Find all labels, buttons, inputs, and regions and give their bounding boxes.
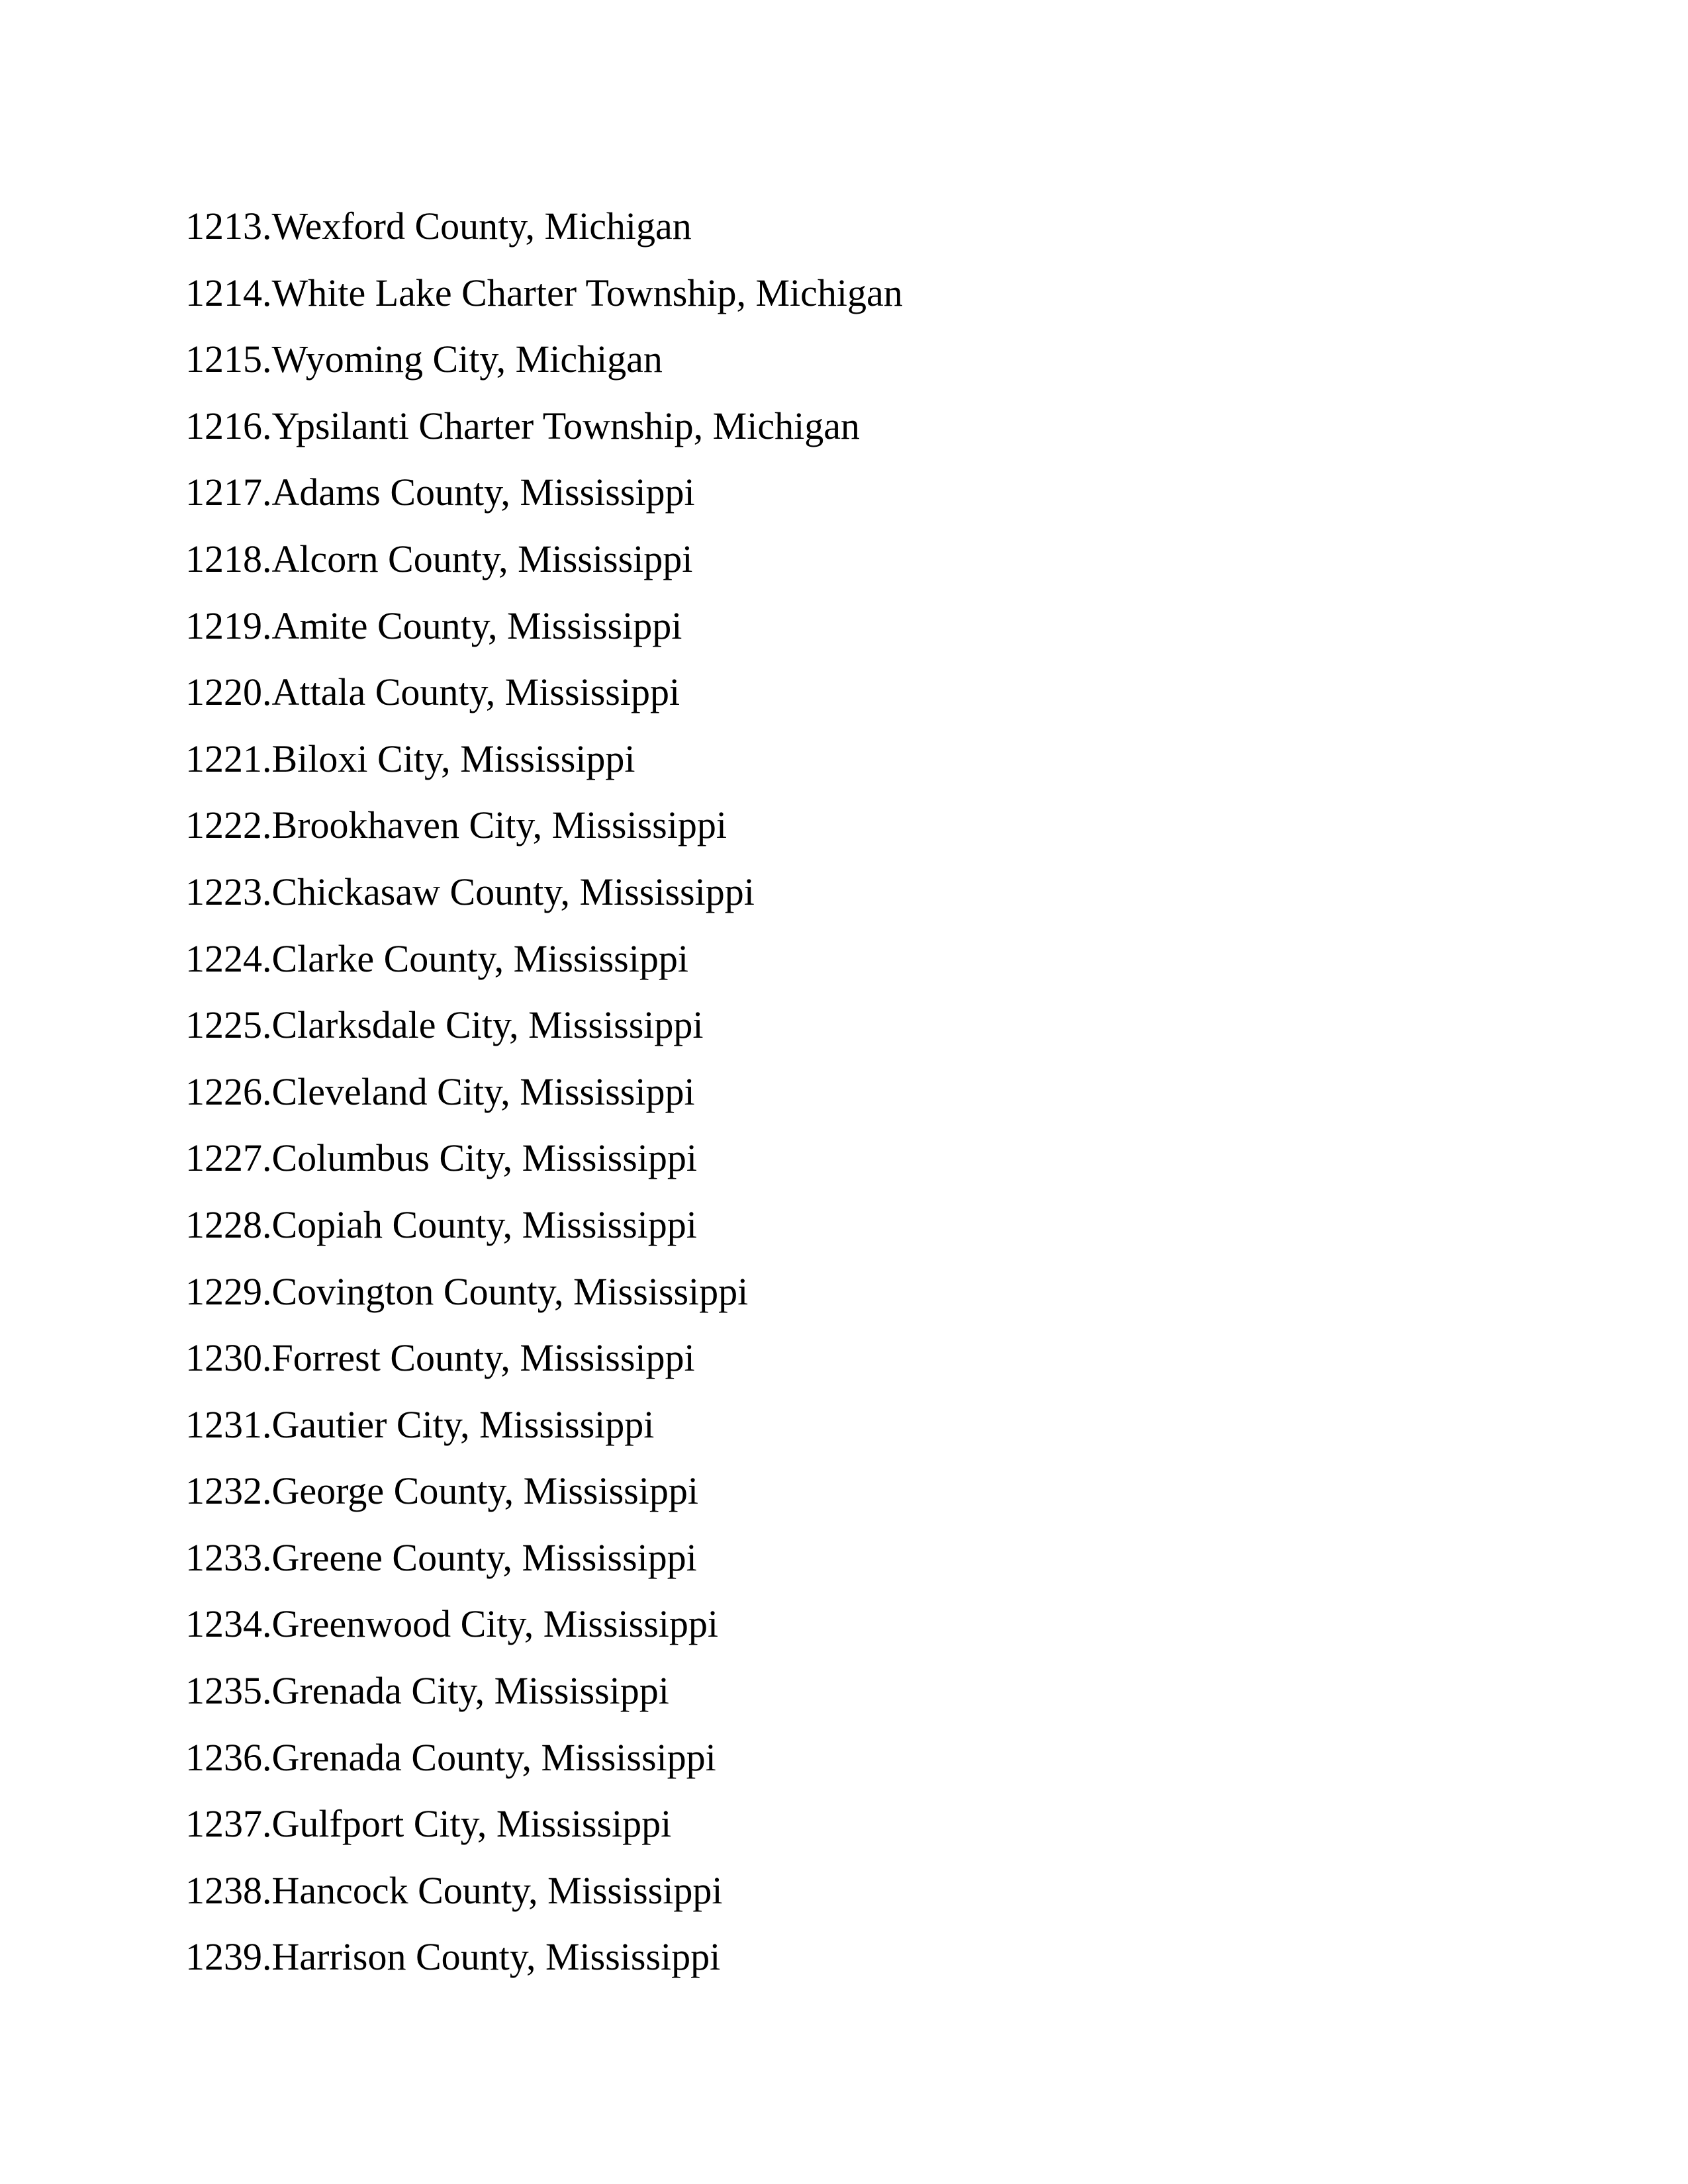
list-item-number: 1235. <box>185 1669 272 1713</box>
list-item <box>185 193 903 260</box>
list-item-label: Grenada City, Mississippi <box>271 1669 669 1713</box>
list-item-label: Attala County, Mississippi <box>271 670 680 714</box>
list-item <box>185 1192 903 1259</box>
list-item <box>185 1591 903 1658</box>
list-item <box>185 1658 903 1725</box>
list-item-number: 1230. <box>185 1336 272 1380</box>
list-item-number: 1233. <box>185 1535 272 1579</box>
list-item <box>185 926 903 993</box>
list-item-label: Grenada County, Mississippi <box>271 1735 716 1779</box>
list-item <box>185 1525 903 1592</box>
list-item <box>185 459 903 526</box>
list-item-label: Clarke County, Mississippi <box>271 936 688 980</box>
list-item-label: Ypsilanti Charter Township, Michigan <box>271 404 860 447</box>
list-item <box>185 1125 903 1192</box>
list-item <box>185 526 903 593</box>
list-item <box>185 1059 903 1126</box>
list-item <box>185 859 903 926</box>
list-item <box>185 1924 903 1991</box>
list-item <box>185 326 903 393</box>
list-item-number: 1224. <box>185 936 272 980</box>
list-item-number: 1234. <box>185 1602 272 1646</box>
list-item-label: Biloxi City, Mississippi <box>271 737 635 780</box>
list-item-number: 1218. <box>185 537 272 580</box>
list-item-label: White Lake Charter Township, Michigan <box>271 271 903 314</box>
list-item-label: Hancock County, Mississippi <box>271 1868 723 1912</box>
list-item-number: 1227. <box>185 1136 272 1180</box>
list-item-label: Greene County, Mississippi <box>271 1535 697 1579</box>
list-item <box>185 1259 903 1326</box>
list-item-number: 1231. <box>185 1402 272 1446</box>
list-item-number: 1219. <box>185 604 272 647</box>
list-item-label: Clarksdale City, Mississippi <box>271 1003 704 1047</box>
list-item-label: Columbus City, Mississippi <box>271 1136 697 1180</box>
list-item-number: 1238. <box>185 1868 272 1912</box>
list-item-label: Cleveland City, Mississippi <box>271 1069 695 1113</box>
list-item-number: 1229. <box>185 1269 272 1313</box>
list-item <box>185 1725 903 1792</box>
list-item-label: George County, Mississippi <box>271 1469 698 1513</box>
list-item-label: Adams County, Mississippi <box>271 471 695 514</box>
list-item <box>185 1858 903 1925</box>
list-item-number: 1213. <box>185 205 272 248</box>
list-item-label: Brookhaven City, Mississippi <box>271 803 727 847</box>
list-item-label: Chickasaw County, Mississippi <box>271 870 755 913</box>
list-item-number: 1221. <box>185 737 272 780</box>
list-item-number: 1223. <box>185 870 272 913</box>
list-item-number: 1222. <box>185 803 272 847</box>
list-item <box>185 1392 903 1459</box>
list-item-label: Amite County, Mississippi <box>271 604 682 647</box>
list-item-label: Covington County, Mississippi <box>271 1269 749 1313</box>
list-item <box>185 1458 903 1525</box>
list-item-label: Copiah County, Mississippi <box>271 1203 697 1246</box>
list-item-label: Forrest County, Mississippi <box>271 1336 695 1380</box>
list-item-label: Harrison County, Mississippi <box>271 1935 721 1979</box>
list-item-number: 1215. <box>185 338 272 381</box>
list-item <box>185 792 903 859</box>
list-item-number: 1239. <box>185 1935 272 1979</box>
list-item-label: Greenwood City, Mississippi <box>271 1602 719 1646</box>
list-item <box>185 726 903 793</box>
list-item-number: 1226. <box>185 1069 272 1113</box>
list-item-number: 1214. <box>185 271 272 314</box>
list-item-number: 1236. <box>185 1735 272 1779</box>
list-item-number: 1237. <box>185 1802 272 1846</box>
list-item-number: 1217. <box>185 471 272 514</box>
list-item-number: 1216. <box>185 404 272 447</box>
list-item-label: Wyoming City, Michigan <box>271 338 663 381</box>
jurisdiction-list <box>185 193 903 1991</box>
list-item <box>185 593 903 660</box>
list-item-number: 1225. <box>185 1003 272 1047</box>
list-item <box>185 1325 903 1392</box>
list-item-number: 1220. <box>185 670 272 714</box>
list-item-label: Gautier City, Mississippi <box>271 1402 655 1446</box>
list-item-label: Gulfport City, Mississippi <box>271 1802 672 1846</box>
list-item <box>185 992 903 1059</box>
list-item-number: 1228. <box>185 1203 272 1246</box>
list-item <box>185 659 903 726</box>
list-item-number: 1232. <box>185 1469 272 1513</box>
list-item-label: Alcorn County, Mississippi <box>271 537 693 580</box>
list-item-label: Wexford County, Michigan <box>271 205 692 248</box>
list-item <box>185 1791 903 1858</box>
list-item <box>185 393 903 460</box>
list-item <box>185 260 903 327</box>
